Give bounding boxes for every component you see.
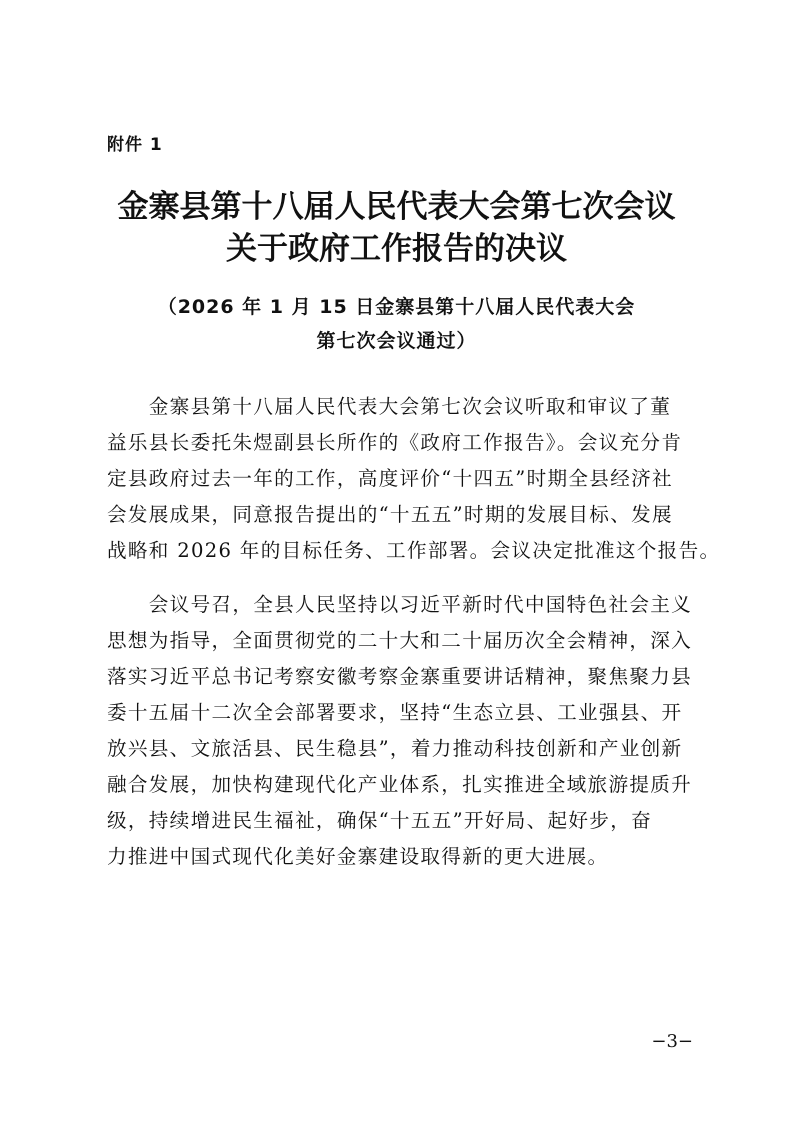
paragraph-line: 落实习近平总书记考察安徽考察金寨重要讲话精神，聚焦聚力县 xyxy=(107,665,693,688)
paragraph-line: 金寨县第十八届人民代表大会第七次会议听取和审议了董 xyxy=(107,395,672,418)
paragraph-line: 思想为指导，全面贯彻党的二十大和二十届历次全会精神，深入 xyxy=(107,629,693,652)
document-title-line-2: 关于政府工作报告的决议 xyxy=(226,231,567,267)
paragraph-line: 放兴县、文旅活县、民生稳县”，着力推动科技创新和产业创新 xyxy=(107,737,683,760)
paragraph-line: 会发展成果，同意报告提出的“十五五”时期的发展目标、发展 xyxy=(107,503,673,526)
paragraph-line: 战略和 2026 年的目标任务、工作部署。会议决定批准这个报告。 xyxy=(107,539,721,562)
paragraph-line: 委十五届十二次全会部署要求，坚持“生态立县、工业强县、开 xyxy=(107,701,683,724)
paragraph-line: 会议号召，全县人民坚持以习近平新时代中国特色社会主义 xyxy=(107,593,693,616)
paragraph-line: 融合发展，加快构建现代化产业体系，扎实推进全域旅游提质升 xyxy=(107,773,693,796)
page-number: −3− xyxy=(651,1031,693,1052)
paragraph-line: 力推进中国式现代化美好金寨建设取得新的更大进展。 xyxy=(107,845,609,868)
body-paragraph-1 xyxy=(107,389,721,569)
paragraph-line: 益乐县长委托朱煜副县长所作的《政府工作报告》。会议充分肯 xyxy=(107,431,683,454)
document-subtitle-line-1: （2026 年 1 月 15 日金寨县第十八届人民代表大会 xyxy=(157,296,636,318)
document-title-line-1: 金寨县第十八届人民代表大会第七次会议 xyxy=(117,189,676,225)
paragraph-line: 定县政府过去一年的工作，高度评价“十四五”时期全县经济社 xyxy=(107,467,673,490)
attachment-label: 附件 1 xyxy=(107,135,163,155)
document-subtitle-line-2: 第七次会议通过） xyxy=(316,330,477,352)
paragraph-line: 级，持续增进民生福祉，确保“十五五”开好局、起好步，奋 xyxy=(107,809,652,832)
body-paragraph-2 xyxy=(107,587,697,875)
